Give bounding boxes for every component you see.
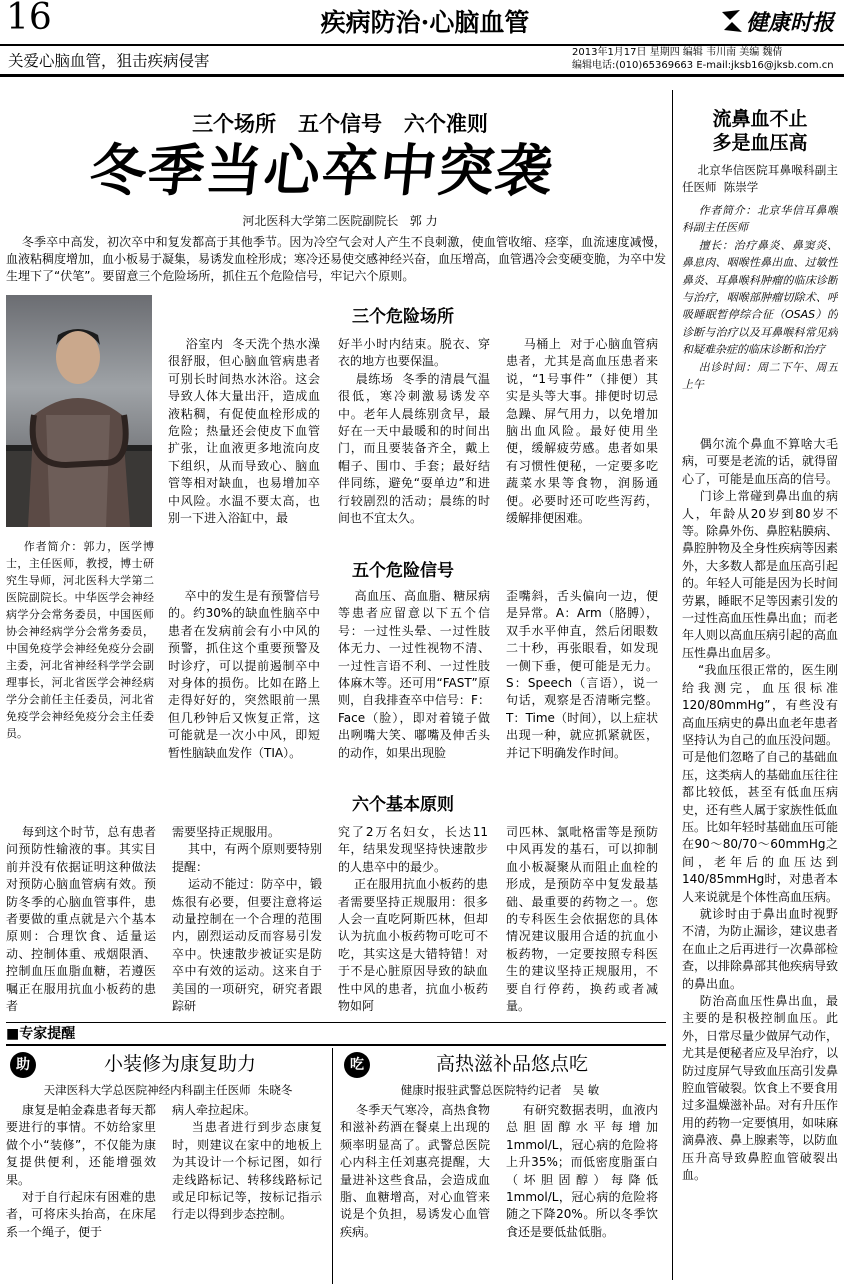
sidebar-body: 偶尔流个鼻血不算啥大毛病，可要是老流的话，就得留心了，可能是血压高的信号。 门诊上常碰到鼻出血的病人，年龄从20岁到80岁不等。除鼻外伤、鼻腔粘膜病、鼻腔肿物及全身性疾病等因素外，大多数人都是血压高引起的。年轻人可能是因为长时间劳累，睡眠不足等因素引发的一过性高血压性鼻出血；而老年人则以高血压病引起的高血压性鼻出血居多。 “我血压很正常的，医生刚给我测完，血压很标准120/80mmHg”，有些没有高血压病史的鼻出血老年患者坚持认为自己的血压没问题。可是他们忽略了自己的基础血压，这类病人的基础血压往往都比较低，甚至有低血压病史，还有些人属于家族性低血压。比如年轻时基础血压可能在90～80/70～60mmHg之间，老年后的血压达到140/85mmHg时，对患者本人来说就是个体性高血压病。 就诊时由于鼻出血时视野不清，为防止漏诊，建议患者在血止之后再进行一次鼻部检查，以排除鼻部其他疾病导致的鼻出血。 防治高血压性鼻出血，最主要的是积极控制血压。此外，日常尽量少做屏气动作，尤其是便秘者应及早治疗，以防过度屏气导致血压高引发鼻腔血管破裂。饮食上不要食用过多温燥滋补品。对有升压作用的药物一定要慎用，如味麻滴鼻液、鼻上腺素等，以防血压升高导致鼻腔血管破裂出血。 <box>682 437 838 1183</box>
danger-signals-col1: 卒中的发生是有预警信号的。约30%的缺血性脑卒中患者在发病前会有小中风的预警，抓住这个重要预警及时诊疗，可以提前遏制卒中对身体的损伤。比如在路上走得好好的，突然眼前一黑但几秒钟后又恢复正常，这可能就是一次小中风，即短暂性脑缺血发作（TIA）。 <box>168 589 320 760</box>
sidebar-byline: 北京华信医院耳鼻喉科副主任医师 陈崇学 <box>682 163 838 195</box>
danger-places-col1: 浴室内 冬天洗个热水澡很舒服，但心脑血管病患者可别长时间热水沐浴。这会导致人体大量出汗，造成血液粘稠，有促使血栓形成的危险；热量还会使皮下血管扩张，让血液更多地流向皮下组织，从而导致心、脑血管等相对缺血，也易增加卒中风险。水温不要太高，也别一下进入浴缸中，最 <box>168 337 320 526</box>
food-badge: 吃 <box>344 1052 370 1078</box>
masthead-bottom-rule <box>0 74 844 77</box>
issue-date-line: 2013年1月17日 星期四 编辑 韦川南 美编 魏倩 <box>572 47 783 58</box>
logo-text: 健康时报 <box>746 10 835 36</box>
food-tip-col2: 有研究数据表明，血液内总胆固醇水平每增加1mmol/L，冠心病的危险将上升35%；而低密度脂蛋白（坏胆固醇）每降低1mmol/L，冠心病的危险将随之下降20%。所以冬季饮食还是要低盐低脂。 <box>506 1103 658 1239</box>
section-title: 疾病防治·心脑血管 <box>320 8 530 37</box>
expert-tips-divider <box>332 1048 333 1284</box>
page-number: 16 <box>6 0 52 38</box>
sidebar-divider <box>672 90 673 1280</box>
newspaper-logo <box>718 4 838 38</box>
sidebar-headline-line1: 流鼻血不止 <box>712 108 808 130</box>
danger-signals-col2: 高血压、高血脂、糖尿病等患者应留意以下五个信号：一过性头晕、一过性肢体无力、一过性视物不清、一过性言语不利、一过性肢体麻木等。还可用“FAST”原则，自我排查卒中信号：F：Face（脸），即对着镜子做出咧嘴大笑、嘟嘴及伸舌头的动作，如果出现脸 <box>338 589 490 760</box>
masthead-rule <box>0 44 844 46</box>
rehab-badge: 助 <box>10 1052 36 1078</box>
section-title-danger-signals: 五个危险信号 <box>352 561 454 581</box>
expert-tips-label-rule <box>6 1044 666 1046</box>
danger-places-col3: 马桶上 对于心脑血管病患者，尤其是高血压患者来说，“1号事件”（排便）其实是头等大事。排便时切忌急躁、屏气用力，以免增加脑出血风险。最好使用坐便，缓解疲劳感。患者如果有习惯性便秘，一定要多吃蔬菜水果等食物，润肠通便。必要时还可吃些泻药，缓解排便困难。 <box>506 337 658 526</box>
basic-principles-col2: 需要坚持正规服用。 其中，有两个原则要特别提醒： 运动不能过：防卒中，锻炼很有必要，但要注意将运动量控制在一个合理的范围内，剧烈运动反而容易引发卒中。快速散步被证实是防卒中有效的运动。这来自于美国的一项研究，研究者跟踪研 <box>172 825 322 1014</box>
rehab-tip-title: 小装修为康复助力 <box>103 1053 256 1075</box>
basic-principles-col3: 究了2万名妇女，长达11年，结果发现坚持快速散步的人患卒中的最少。 正在服用抗血小板药的患者需要坚持正规服用：很多人会一直吃阿斯匹林，但却认为抗血小板药物可吃可不吃，其实这是大错特错！对于不是心脏原因导致的缺血性中风的患者，抗血小板药物如阿 <box>338 825 488 1014</box>
rehab-tip-col2: 病人牵拉起床。 当患者进行到步态康复时，则建议在家中的地板上为其设计一个标记图，如行走线路标记、转移线路标记或足印标记等，按标记指示行走以得到步态控制。 <box>172 1103 322 1222</box>
danger-signals-col3: 歪嘴斜，舌头偏向一边，便是异常。A：Arm（胳膊），双手水平伸直，然后闭眼数二十秒，再张眼看，如发现一侧下垂，便可能是无力。S：Speech（言语），说一句话，观察是否清晰完整。T：Time（时间），以上症状出现一种，就应抓紧就医，并记下明确发作时间。 <box>506 589 658 760</box>
basic-principles-col4: 司匹林、氯吡格雷等是预防中风再发的基石，可以抑制血小板凝聚从而阻止血栓的形成，是预防卒中复发最基础、最重要的药物之一。您的专科医生会依据您的具体情况建议服用合适的抗血小板药物，一定要按照专科医生的建议坚持正规服用，不要自行停药，换药或者减量。 <box>506 825 658 1014</box>
sidebar-author-bio: 作者简介：北京华信耳鼻喉科副主任医师 擅长：治疗鼻炎、鼻窦炎、鼻息肉、咽喉性鼻出血、过敏性鼻炎、耳鼻喉科肿瘤的临床诊断与治疗，咽喉部肿瘤切除术、呼吸睡眠暂停综合征（OSAS）的诊断与治疗以及耳鼻喉科常见病和疑难杂症的临床诊断和治疗 出诊时间：周二下午、周五上午 <box>682 204 838 392</box>
page-subheading: 关爱心脑血管，狙击疾病侵害 <box>8 52 210 70</box>
basic-principles-col1: 每到这个时节，总有患者问预防性输液的事。其实目前并没有依据证明这种做法对预防心脑血管病有效。预防冬季的心脑血管事件，患者要做的重点就是六个基本原则：合理饮食、适量运动、控制体重、戒烟限酒、控制血压血脂血糖，若遵医嘱正在服用抗血小板药的患者 <box>6 825 156 1014</box>
food-tip-col1: 冬季天气寒冷，高热食物和滋补药酒在餐桌上出现的频率明显高了。武警总医院心内科主任刘惠亮提醒，大量进补这些食品，会造成血脂、血糖增高，对心血管来说是个负担，易诱发心血管疾病。 <box>340 1103 490 1239</box>
article-intro: 冬季卒中高发，初次卒中和复发都高于其他季节。因为冷空气会对人产生不良刺激，使血管收缩、痉挛，血流速度减慢，血液粘稠度增加，血小板易于凝集，易诱发血栓形成；寒冷还易使交感神经兴奋，血压增高，血管遇冷会变硬变脆，为卒中发生埋下了“伏笔”。要留意三个危险场所，抓住五个危险信号，牢记六个原则。 <box>6 235 666 283</box>
expert-tips-label: ■专家提醒 <box>6 1026 76 1042</box>
expert-tips-rule <box>6 1022 666 1023</box>
author-photo-illustration <box>6 295 152 527</box>
editor-contact-line: 编辑电话:(010)65369663 E-mail:jksb16@jksb.com.cn <box>572 60 834 71</box>
article-headline: 冬季当心卒中突袭 <box>86 139 558 204</box>
logo-mark-icon <box>718 6 744 36</box>
author-photo <box>6 295 152 527</box>
sidebar-headline-line2: 多是血压高 <box>712 132 808 154</box>
section-title-danger-places: 三个危险场所 <box>352 307 454 327</box>
rehab-tip-byline: 天津医科大学总医院神经内科副主任医师 朱晓冬 <box>43 1083 293 1097</box>
food-tip-title: 高热滋补品悠点吃 <box>435 1053 588 1075</box>
food-tip-byline: 健康时报驻武警总医院特约记者 吴 敏 <box>400 1083 600 1097</box>
danger-places-col2: 好半小时内结束。脱衣、穿衣的地方也要保温。 晨练场 冬季的清晨气温很低，寒冷刺激易诱发卒中。老年人晨练别贪早，最好在一天中最暖和的时间出门，而且要装备齐全，戴上帽子、围巾、手套；最好结伴同练，避免“耍单边”和进行较剧烈的活动；晨练的时间也不宜太久。 <box>338 337 490 526</box>
author-bio: 作者简介：郭力，医学博士，主任医师，教授，博士研究生导师，河北医科大学第二医院副院长。中华医学会神经病学分会常务委员，中国医师协会神经病学分会常务委员，中国免疫学会神经免疫分会副主委，河北省神经科学学会副理事长，河北省医学会神经病学分会前任主任委员，河北省免疫学会神经免疫分会主任委员。 <box>6 540 154 740</box>
rehab-tip-col1: 康复是帕金森患者每天都要进行的事情。不妨给家里做个小“装修”，不仅能为康复提供便利，还能增强效果。 对于自行起床有困难的患者，可将床头抬高，在床尾系一个绳子，便于 <box>6 1103 156 1239</box>
article-kicker: 三个场所 五个信号 六个准则 <box>192 111 488 136</box>
section-title-basic-principles: 六个基本原则 <box>352 795 454 815</box>
article-byline: 河北医科大学第二医院副院长 郭 力 <box>242 214 438 228</box>
